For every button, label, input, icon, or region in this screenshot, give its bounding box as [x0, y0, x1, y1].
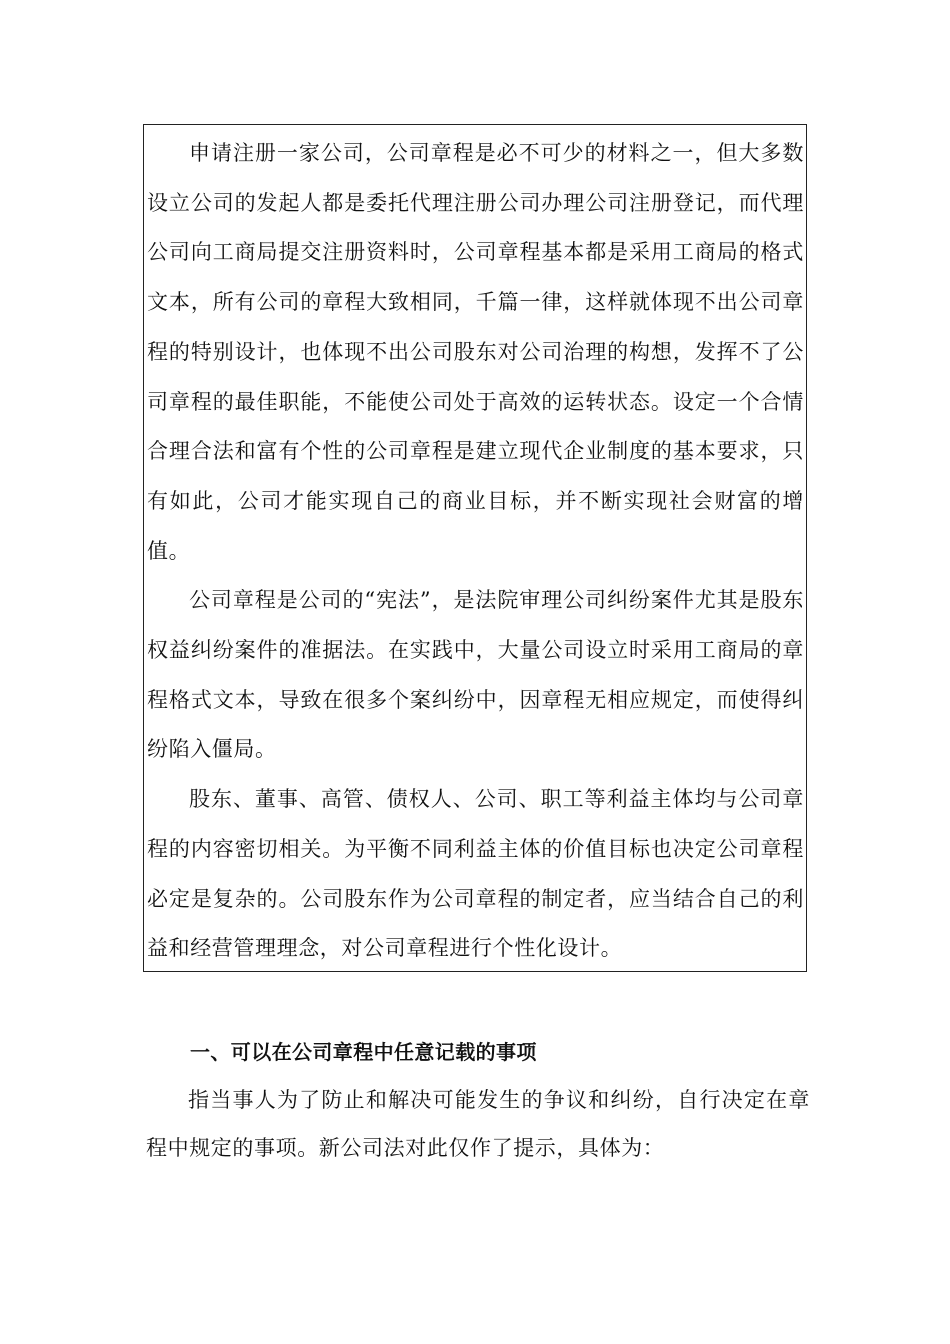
- boxed-paragraph-1: 申请注册一家公司，公司章程是必不可少的材料之一，但大多数设立公司的发起人都是委托代理注册公司办理公司注册登记，而代理公司向工商局提交注册资料时，公司章程基本都是采用工商局的格式文本，所有公司的章程大致相同，千篇一律，这样就体现不出公司章程的特别设计，也体现不出公司股东对公司治理的构想，发挥不了公司章程的最佳职能，不能使公司处于高效的运转状态。设定一个合情合理合法和富有个性的公司章程是建立现代企业制度的基本要求，只有如此，公司才能实现自己的商业目标，并不断实现社会财富的增值。: [147, 141, 804, 563]
- boxed-paragraph-3: 股东、董事、高管、债权人、公司、职工等利益主体均与公司章程的内容密切相关。为平衡不同利益主体的价值目标也决定公司章程必定是复杂的。公司股东作为公司章程的制定者，应当结合自己的利益和经营管理理念，对公司章程进行个性化设计。: [147, 787, 804, 961]
- section-heading: 一、可以在公司章程中任意记载的事项: [190, 1040, 537, 1064]
- boxed-paragraph-2: 公司章程是公司的“宪法”，是法院审理公司纠纷案件尤其是股东权益纠纷案件的准据法。在实践中，大量公司设立时采用工商局的章程格式文本，导致在很多个案纠纷中，因章程无相应规定，而使得纠纷陷入僵局。: [147, 588, 804, 762]
- section-discretionary-items: [146, 1028, 810, 1172]
- boxed-text-frame: [143, 124, 807, 972]
- section-paragraph: 指当事人为了防止和解决可能发生的争议和纠纷，自行决定在章程中规定的事项。新公司法对此仅作了提示，具体为：: [146, 1088, 810, 1160]
